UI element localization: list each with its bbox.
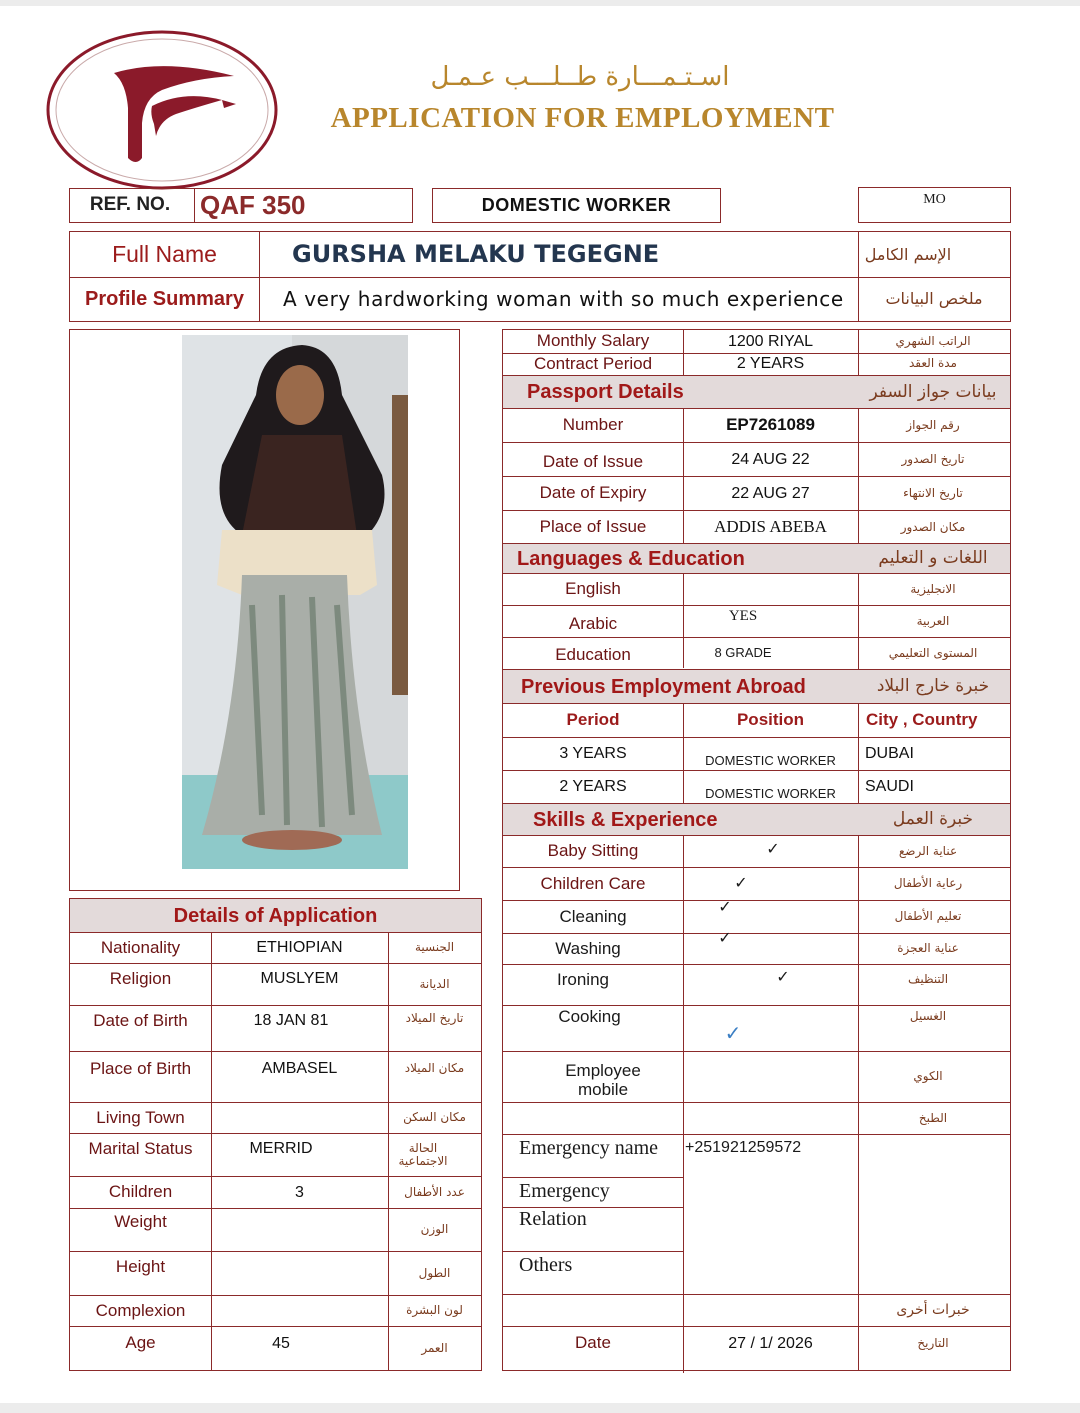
- col-period: Period: [566, 710, 620, 730]
- issue-date-label: Date of Issue: [542, 452, 644, 472]
- code-value: MO: [923, 192, 946, 207]
- code-box: [858, 187, 1011, 223]
- summary-label: Profile Summary: [85, 288, 244, 310]
- religion-value: MUSLYEM: [260, 970, 339, 987]
- col-position: Position: [736, 710, 805, 730]
- marital-label: Marital Status: [88, 1139, 193, 1158]
- issue-date-value: 24 AUG 22: [731, 450, 810, 468]
- education-value: 8 GRADE: [714, 645, 772, 661]
- identity-table: [69, 231, 1011, 322]
- check-icon: ✓: [734, 875, 748, 893]
- right-table: [502, 329, 1011, 1371]
- details-table: [69, 898, 482, 1371]
- skills-header-ar: خبرة العمل: [892, 809, 974, 830]
- applicant-photo: [182, 335, 408, 869]
- passport-number-label: Number: [562, 415, 624, 435]
- pob-ar: مكان الميلاد: [404, 1061, 465, 1075]
- marital-ar: الحالة الاجتماعية: [398, 1140, 448, 1168]
- skill-cleaning: Cleaning: [559, 906, 627, 926]
- complexion-label: Complexion: [95, 1300, 186, 1320]
- date-label: Date: [575, 1333, 611, 1353]
- dob-value: 18 JAN 81: [253, 1012, 329, 1029]
- others-ar: خبرات أخرى: [896, 1301, 970, 1318]
- age-label: Age: [125, 1333, 156, 1353]
- employment-header-ar: خبرة خارج البلاد: [876, 676, 990, 697]
- contract-label: Contract Period: [533, 353, 653, 373]
- education-ar: المستوى التعليمي: [888, 645, 978, 660]
- skill-washing-ar: عناية العجزة: [897, 941, 959, 956]
- height-label: Height: [115, 1257, 166, 1276]
- company-logo: [44, 28, 280, 192]
- education-label: Education: [555, 645, 631, 665]
- complexion-ar: لون البشرة: [406, 1303, 463, 1318]
- salary-ar: الراتب الشهري: [895, 333, 971, 348]
- skill-employee-mobile-ar: الكوي: [913, 1069, 943, 1084]
- skill-ironing: Ironing: [557, 969, 609, 989]
- passport-header-ar: بيانات جواز السفر: [869, 381, 997, 402]
- cooking-ar-extra: الطبخ: [918, 1110, 948, 1125]
- nationality-label: Nationality: [100, 937, 181, 957]
- full-name-ar: الإسم الكامل: [864, 244, 952, 264]
- skill-children-care-ar: رعاية الأطفال: [893, 876, 963, 891]
- children-value: 3: [295, 1183, 304, 1201]
- check-icon: ✓: [724, 1023, 742, 1045]
- issue-place-value: ADDIS ABEBA: [714, 517, 827, 537]
- weight-label: Weight: [114, 1212, 167, 1231]
- children-ar: عدد الأطفال: [404, 1184, 465, 1199]
- emp1-period: 3 YEARS: [559, 745, 627, 763]
- marital-value: MERRID: [249, 1140, 313, 1157]
- title-arabic: اسـتـمـــارة طــلـــب عـمـل: [430, 62, 730, 92]
- living-town-value: [211, 1103, 388, 1133]
- date-value: 27 / 1/ 2026: [728, 1334, 813, 1352]
- religion-ar: الديانة: [419, 976, 450, 991]
- emp2-period: 2 YEARS: [559, 778, 627, 796]
- details-header: Details of Application: [70, 899, 481, 932]
- dob-ar: تاريخ الميلاد: [405, 1011, 464, 1025]
- employment-header: Previous Employment Abroad: [503, 670, 1010, 703]
- top-border: [0, 0, 1080, 6]
- job-title: DOMESTIC WORKER: [481, 194, 672, 215]
- living-town-ar: مكان السكن: [403, 1110, 466, 1125]
- expiry-date-ar: تاريخ الانتهاء: [903, 485, 963, 500]
- skill-ironing-ar: التنظيف: [907, 972, 949, 987]
- passport-number-ar: رقم الجواز: [906, 417, 960, 432]
- age-value: 45: [272, 1334, 290, 1352]
- skill-baby-sitting-ar: عناية الرضع: [898, 843, 958, 858]
- skill-children-care: Children Care: [540, 873, 646, 893]
- weight-value: [211, 1209, 388, 1251]
- height-ar: الطول: [418, 1265, 451, 1280]
- ref-value: QAF 350: [200, 190, 306, 221]
- issue-place-ar: مكان الصدور: [900, 519, 966, 534]
- pob-label: Place of Birth: [89, 1059, 192, 1078]
- languages-header-ar: اللغات و التعليم: [878, 548, 988, 569]
- salary-value: 1200 RIYAL: [727, 332, 814, 350]
- emp2-city: SAUDI: [865, 778, 914, 796]
- bottom-border: [0, 1403, 1080, 1413]
- passport-header: Passport Details: [503, 376, 1010, 408]
- check-icon: ✓: [776, 969, 790, 987]
- contract-ar: مدة العقد: [909, 356, 957, 371]
- emergency-name-label: Emergency name: [519, 1137, 659, 1159]
- check-icon: ✓: [718, 899, 732, 917]
- emergency-name-value: +251921259572: [685, 1139, 802, 1157]
- ref-label: REF. NO.: [89, 194, 171, 216]
- col-city: City , Country: [866, 710, 978, 730]
- emergency-label: Emergency: [519, 1180, 610, 1202]
- expiry-date-value: 22 AUG 27: [731, 484, 810, 502]
- full-name-value: GURSHA MELAKU TEGEGNE: [292, 240, 660, 269]
- skill-cooking-ar: الغسيل: [909, 1009, 947, 1023]
- applicant-photo-icon: [182, 335, 408, 869]
- weight-ar: الوزن: [420, 1222, 449, 1237]
- skill-cooking: Cooking: [558, 1007, 621, 1026]
- emp1-position: DOMESTIC WORKER: [705, 752, 836, 768]
- english-ar: الانجليزية: [910, 581, 956, 596]
- skill-employee-mobile: Employee mobile: [565, 1061, 641, 1099]
- falcon-logo-icon: [44, 28, 280, 192]
- skill-cleaning-ar: تعليم الأطفال: [894, 909, 962, 924]
- dob-label: Date of Birth: [93, 1011, 188, 1030]
- children-label: Children: [108, 1182, 173, 1202]
- emp1-city: DUBAI: [865, 745, 914, 763]
- full-name-label: Full Name: [112, 240, 217, 267]
- arabic-ar: العربية: [916, 613, 950, 628]
- ref-box: [69, 188, 413, 223]
- relation-label: Relation: [519, 1208, 587, 1230]
- date-ar: التاريخ: [917, 1335, 949, 1350]
- skills-header: Skills & Experience: [503, 804, 1010, 835]
- check-icon: ✓: [766, 841, 780, 859]
- english-value: [683, 574, 858, 605]
- issue-date-ar: تاريخ الصدور: [901, 451, 965, 466]
- contract-value: 2 YEARS: [736, 355, 805, 373]
- arabic-label: Arabic: [568, 614, 618, 634]
- expiry-date-label: Date of Expiry: [539, 483, 647, 503]
- height-value: [211, 1252, 388, 1295]
- complexion-value: [211, 1296, 388, 1326]
- emp2-position: DOMESTIC WORKER: [705, 785, 836, 801]
- living-town-label: Living Town: [96, 1107, 185, 1127]
- age-ar: العمر: [421, 1340, 448, 1355]
- issue-place-label: Place of Issue: [539, 517, 647, 537]
- job-title-box: [432, 188, 721, 223]
- others-label: Others: [519, 1254, 573, 1276]
- skill-washing: Washing: [555, 938, 621, 958]
- summary-value: A very hardworking woman with so much experience: [283, 287, 844, 311]
- nationality-ar: الجنسية: [414, 940, 455, 955]
- title-english: APPLICATION FOR EMPLOYMENT: [330, 102, 835, 134]
- arabic-value: YES: [728, 608, 758, 624]
- religion-label: Religion: [109, 969, 172, 988]
- english-label: English: [565, 579, 621, 599]
- passport-number-value: EP7261089: [726, 415, 815, 435]
- languages-header: Languages & Education: [503, 544, 1010, 573]
- check-icon: ✓: [718, 930, 732, 948]
- nationality-value: ETHIOPIAN: [256, 939, 343, 957]
- skill-baby-sitting: Baby Sitting: [547, 841, 639, 861]
- pob-value: AMBASEL: [261, 1060, 338, 1077]
- summary-ar: ملخص البيانات: [885, 289, 983, 309]
- salary-label: Monthly Salary: [536, 331, 650, 351]
